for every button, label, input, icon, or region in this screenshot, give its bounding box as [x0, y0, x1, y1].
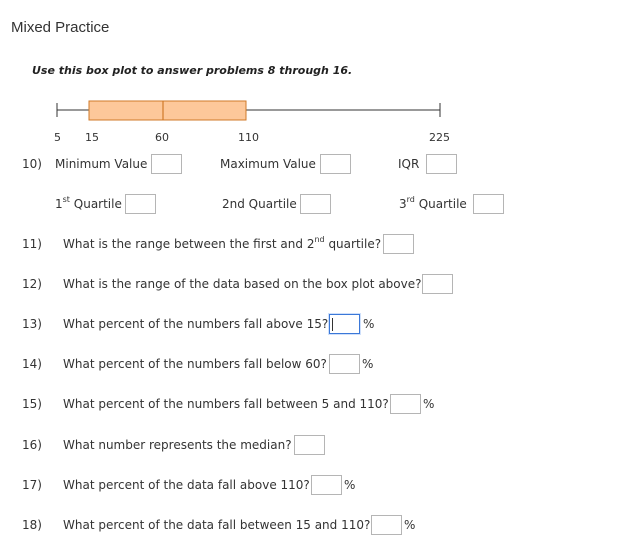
- answer-input-17[interactable]: [311, 475, 342, 495]
- q1-input[interactable]: [125, 194, 156, 214]
- q3-label: 3rd Quartile: [399, 195, 467, 211]
- q1-label: 1st Quartile: [55, 195, 122, 211]
- question-text-14: What percent of the numbers fall below 60?: [63, 357, 327, 371]
- instruction-text: Use this box plot to answer problems 8 through 16.: [32, 64, 353, 77]
- iqr-label: IQR: [398, 157, 420, 171]
- question-number-13: 13): [22, 317, 42, 331]
- answer-input-12[interactable]: [422, 274, 453, 294]
- page-title: Mixed Practice: [11, 19, 110, 36]
- iqr-input[interactable]: [426, 154, 457, 174]
- answer-input-14[interactable]: [329, 354, 360, 374]
- answer-input-11[interactable]: [383, 234, 414, 254]
- text-cursor: [332, 318, 333, 331]
- percent-sign-15: %: [423, 397, 435, 411]
- q2-input[interactable]: [300, 194, 331, 214]
- question-number-18: 18): [22, 518, 42, 532]
- box-plot: [0, 95, 625, 150]
- tick-label-15: 15: [85, 131, 99, 144]
- question-number-10: 10): [22, 157, 42, 171]
- question-number-12: 12): [22, 277, 42, 291]
- box-q1-q3: [89, 101, 246, 120]
- tick-label-225: 225: [429, 131, 450, 144]
- question-text-15: What percent of the numbers fall between 5 and 110?: [63, 397, 389, 411]
- percent-sign-18: %: [404, 518, 416, 532]
- tick-label-5: 5: [54, 131, 61, 144]
- question-text-17: What percent of the data fall above 110?: [63, 478, 310, 492]
- tick-label-60: 60: [155, 131, 169, 144]
- question-number-16: 16): [22, 438, 42, 452]
- tick-label-110: 110: [238, 131, 259, 144]
- q2-label: 2nd Quartile: [222, 197, 297, 211]
- max-value-input[interactable]: [320, 154, 351, 174]
- min-value-label: Minimum Value: [55, 157, 148, 171]
- answer-input-16[interactable]: [294, 435, 325, 455]
- percent-sign-14: %: [362, 357, 374, 371]
- question-text-16: What number represents the median?: [63, 438, 292, 452]
- max-value-label: Maximum Value: [220, 157, 316, 171]
- question-number-14: 14): [22, 357, 42, 371]
- min-value-input[interactable]: [151, 154, 182, 174]
- question-text-13: What percent of the numbers fall above 15?: [63, 317, 329, 331]
- answer-input-15[interactable]: [390, 394, 421, 414]
- percent-sign-17: %: [344, 478, 356, 492]
- percent-sign-13: %: [363, 317, 375, 331]
- question-number-11: 11): [22, 237, 42, 251]
- question-number-17: 17): [22, 478, 42, 492]
- answer-input-18[interactable]: [371, 515, 402, 535]
- question-text-18: What percent of the data fall between 15 and 110?: [63, 518, 371, 532]
- answer-input-13[interactable]: [329, 314, 360, 334]
- question-number-15: 15): [22, 397, 42, 411]
- question-text-12: What is the range of the data based on the box plot above?: [63, 277, 422, 291]
- question-text-11: What is the range between the first and 2nd quartile?: [63, 235, 382, 251]
- q3-input[interactable]: [473, 194, 504, 214]
